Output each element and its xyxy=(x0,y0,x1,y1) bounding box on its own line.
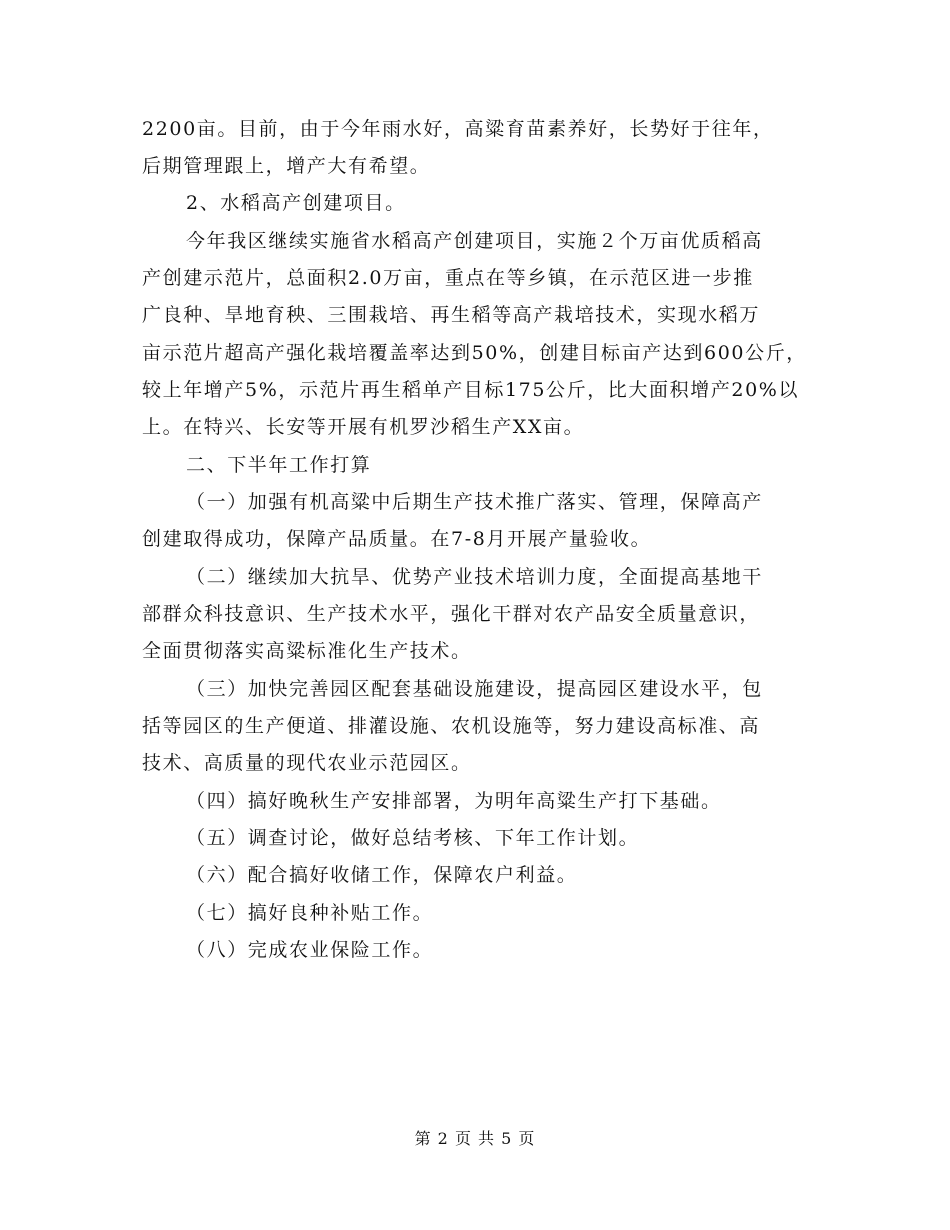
list-item: （五）调查讨论，做好总结考核、下年工作计划。 xyxy=(186,827,640,849)
paragraph-line: 技术、高质量的现代农业示范园区。 xyxy=(142,752,472,774)
paragraph-line: 广良种、旱地育秧、三围栽培、再生稻等高产栽培技术，实现水稻万 xyxy=(142,304,761,326)
paragraph-line: 亩示范片超高产强化栽培覆盖率达到50%，创建目标亩产达到600公斤， xyxy=(142,342,807,364)
list-item: （六）配合搞好收储工作，保障农户利益。 xyxy=(186,864,578,886)
paragraph-line: 今年我区继续实施省水稻高产创建项目，实施２个万亩优质稻高 xyxy=(186,230,763,252)
paragraph-line: 创建取得成功，保障产品质量。在7-8月开展产量验收。 xyxy=(142,528,652,550)
section-heading: 2、水稻高产创建项目。 xyxy=(186,192,406,214)
paragraph-line: 后期管理跟上，增产大有希望。 xyxy=(142,155,431,177)
paragraph-line: 部群众科技意识、生产技术水平，强化干群对农产品安全质量意识， xyxy=(142,603,761,625)
paragraph-line: 2200亩。目前，由于今年雨水好，高粱育苗素养好，长势好于往年， xyxy=(142,118,774,140)
paragraph-line: 较上年增产5%，示范片再生稻单产目标175公斤，比大面积增产20%以 xyxy=(142,379,800,401)
paragraph-line: 上。在特兴、长安等开展有机罗沙稻生产XX亩。 xyxy=(142,416,585,438)
list-item: （四）搞好晚秋生产安排部署，为明年高粱生产打下基础。 xyxy=(186,790,722,812)
list-item: （二）继续加大抗旱、优势产业技术培训力度，全面提高基地干 xyxy=(186,566,763,588)
paragraph-line: 产创建示范片，总面积2.0万亩，重点在等乡镇，在示范区进一步推 xyxy=(142,267,754,289)
page-number-footer: 第 2 页 共 5 页 xyxy=(414,1129,536,1148)
list-item: （八）完成农业保险工作。 xyxy=(186,939,434,961)
section-heading: 二、下半年工作打算 xyxy=(186,454,372,476)
paragraph-line: 括等园区的生产便道、排灌设施、农机设施等，努力建设高标准、高 xyxy=(142,715,761,737)
list-item: （七）搞好良种补贴工作。 xyxy=(186,902,434,924)
list-item: （三）加快完善园区配套基础设施建设，提高园区建设水平，包 xyxy=(186,678,763,700)
list-item: （一）加强有机高粱中后期生产技术推广落实、管理，保障高产 xyxy=(186,491,763,513)
paragraph-line: 全面贯彻落实高粱标准化生产技术。 xyxy=(142,640,472,662)
